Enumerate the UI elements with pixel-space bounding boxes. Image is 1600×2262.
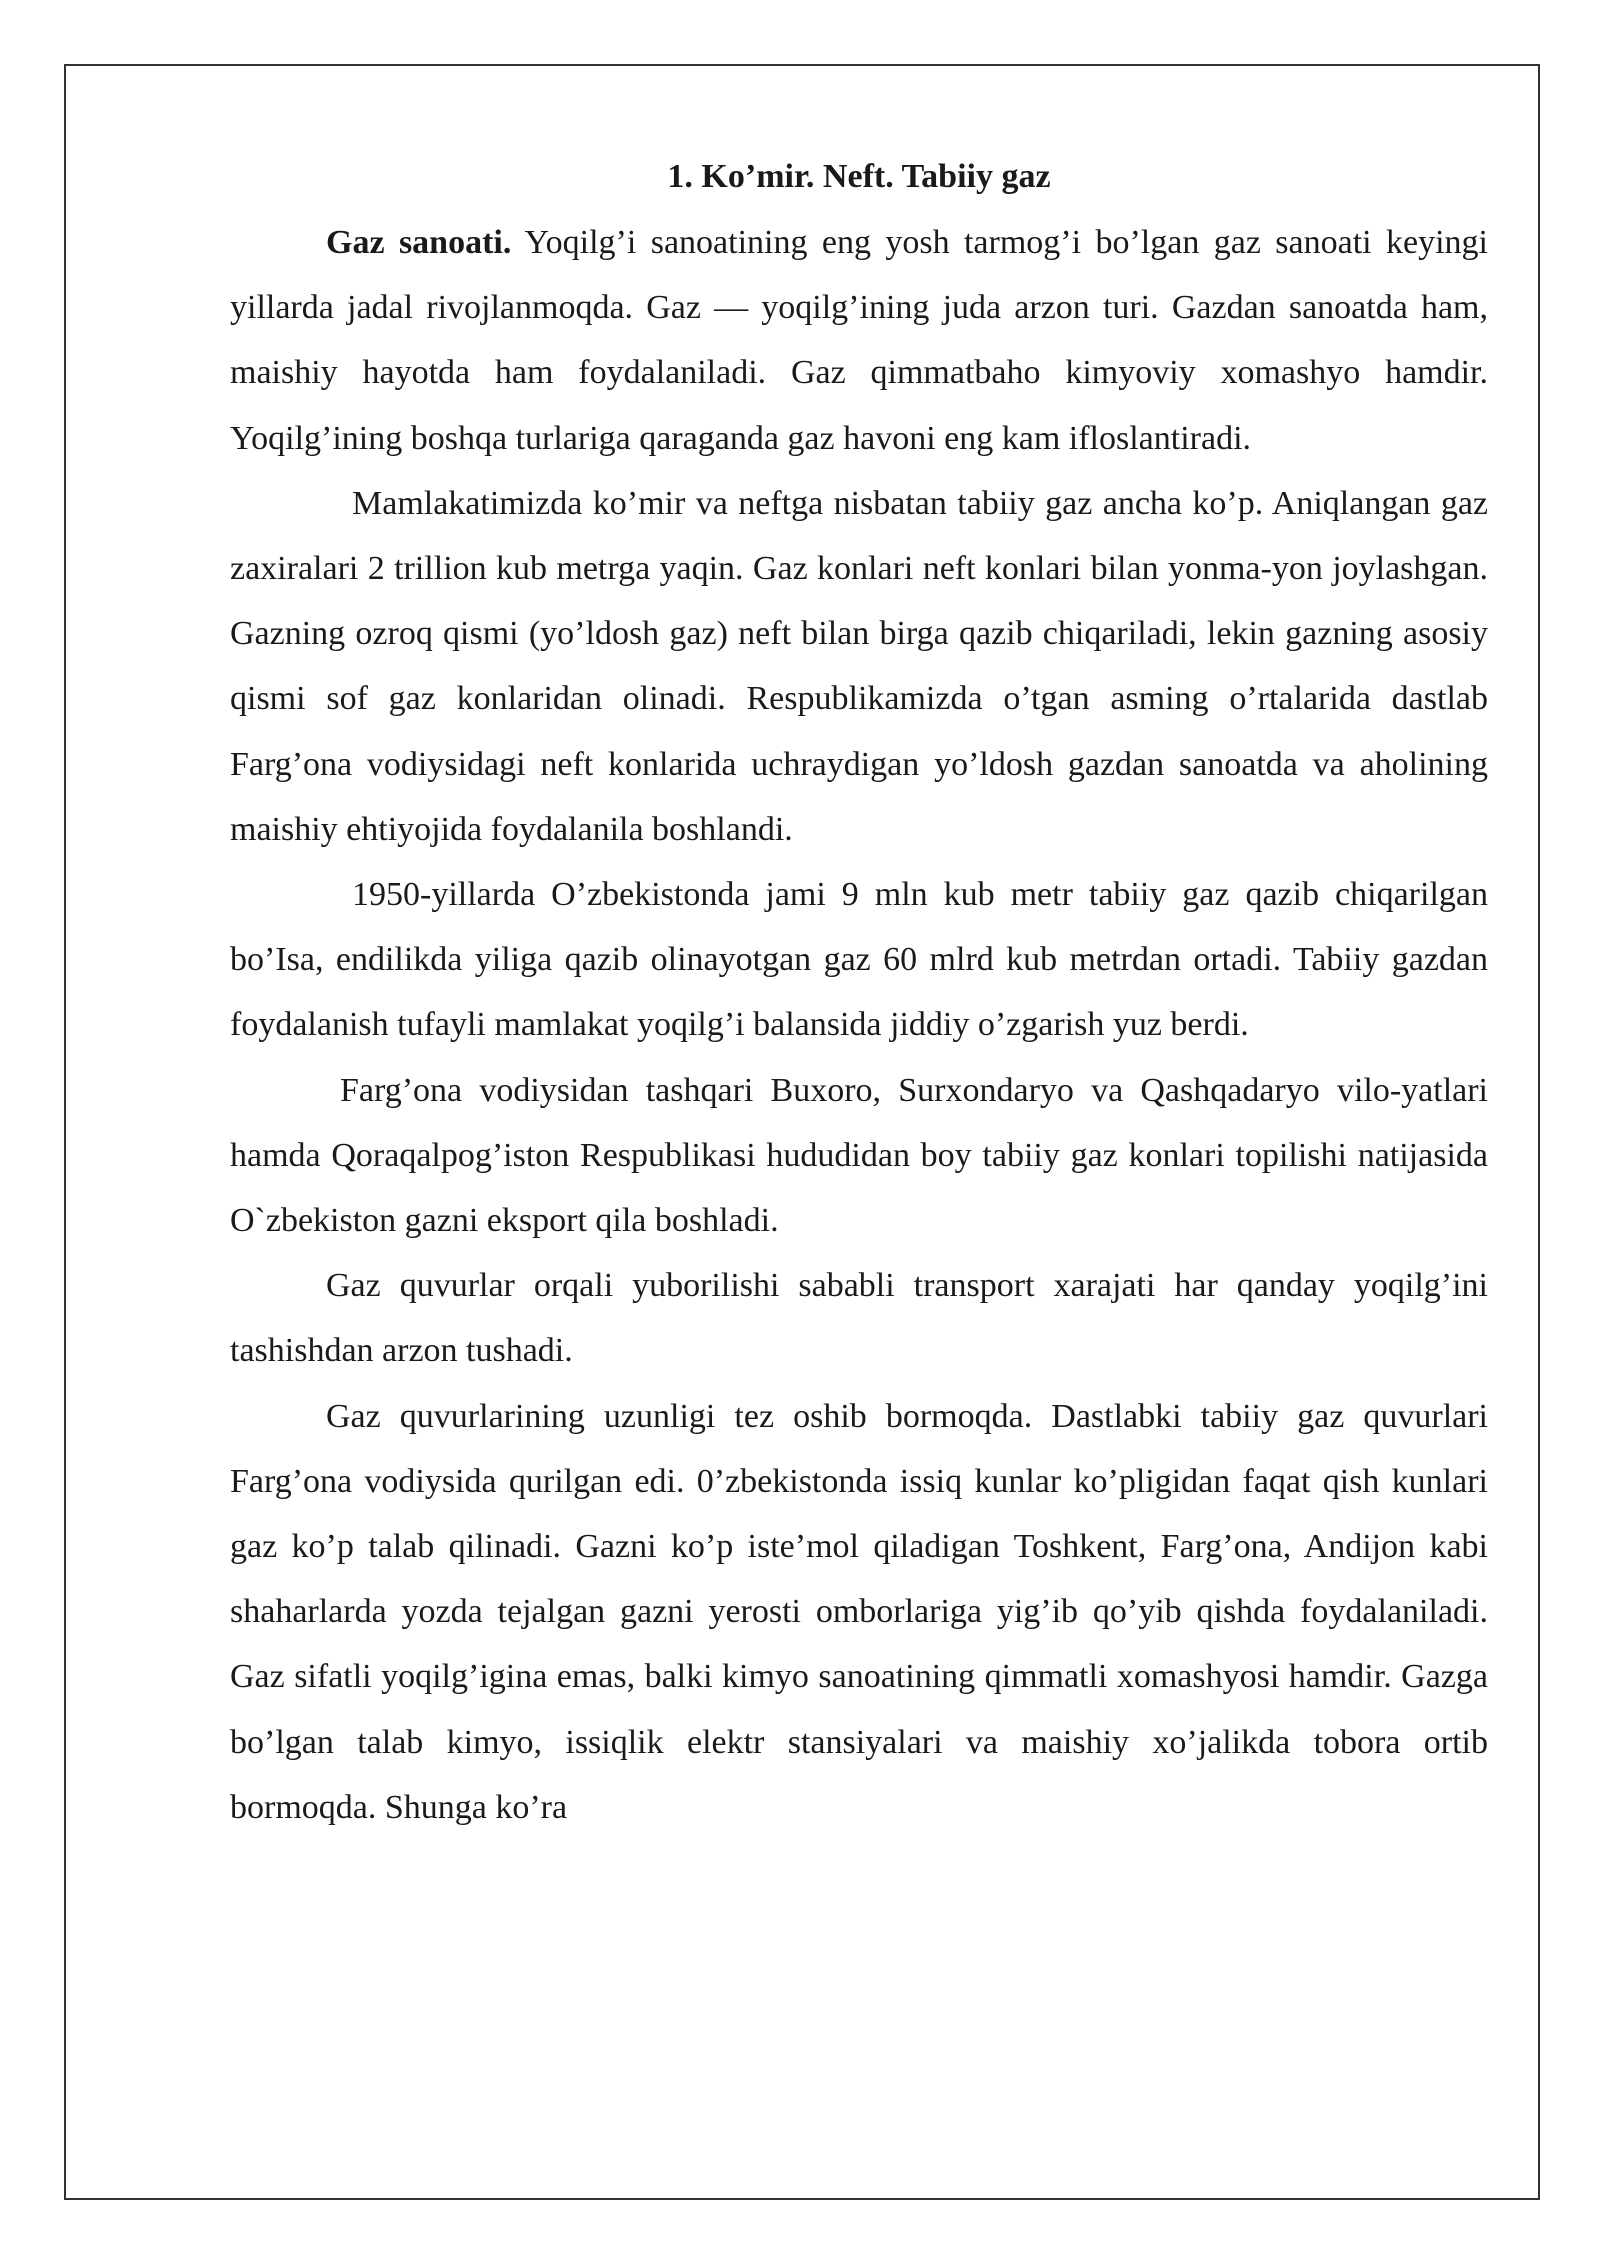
paragraph-transport: Gaz quvurlar orqali yuborilishi sababli transport xarajati har qanday yoqilg’ini tashishdan arzon tushadi.	[230, 1267, 1488, 1370]
document-title: 1. Ko’mir. Neft. Tabiiy gaz	[667, 158, 1051, 195]
paragraph-pipelines: Gaz quvurlarining uzunligi tez oshib bormoqda. Dastlabki tabiiy gaz quvurlari Farg’ona vodiysida qurilgan edi. 0’zbekistonda issiq kunlar ko’pligidan faqat qish kunlari gaz ko’p talab qilinadi. Gazni ko’p iste’mol qiladigan Toshkent, Farg’ona, Andijon kabi shaharlarda yozda tejalgan gazni yerosti omborlariga yig’ib qo’yib qishda foydalaniladi. Gaz sifatli yoqilg’igina emas, balki kimyo sanoatining qimmatli xomashyosi hamdir. Gazga bo’lgan talab kimyo, issiqlik elektr stansiyalari va maishiy xo’jalikda tobora ortib bormoqda. Shunga ko’ra	[230, 1397, 1488, 1826]
paragraph-regions: Farg’ona vodiysidan tashqari Buxoro, Surxondaryo va Qashqadaryo vilo-yatlari hamda Qoraqalpog’iston Respublikasi hududidan boy tabiiy gaz konlari topilishi natijasida O`zbekiston gazni eksport qila boshladi.	[230, 1071, 1488, 1240]
paragraph-lead-heading: Gaz sanoati.	[326, 224, 512, 261]
paragraph-history: 1950-yillarda O’zbekistonda jami 9 mln kub metr tabiiy gaz qazib chiqarilgan bo’Isa, endilikda yiliga qazib olinayotgan gaz 60 mlrd kub metrdan ortadi. Tabiiy gazdan foydalanish tufayli mamlakat yoqilg’i balansida jiddiy o’zgarish yuz berdi.	[230, 876, 1488, 1044]
document-body	[230, 150, 1488, 1840]
paragraph-gas-industry	[230, 210, 1488, 471]
paragraph-text: Yoqilg’i sanoatining eng yosh tarmog’i bo’lgan gaz sanoati keyingi yillarda jadal rivojlanmoqda. Gaz — yoqilg’ining juda arzon turi. Gazdan sanoatda ham, maishiy hayotda ham foydalaniladi. Gaz qimmatbaho kimyoviy xomashyo hamdir. Yoqilg’ining boshqa turlariga qaraganda gaz havoni eng kam ifloslantiradi.	[230, 224, 1489, 457]
paragraph-reserves: Mamlakatimizda ko’mir va neftga nisbatan tabiiy gaz ancha ko’p. Aniqlangan gaz zaxiralari 2 trillion kub metrga yaqin. Gaz konlari neft konlari bilan yonma-yon joylashgan. Gazning ozroq qismi (yo’ldosh gaz) neft bilan birga qazib chiqariladi, lekin gazning asosiy qismi sof gaz konlaridan olinadi. Respublikamizda o’tgan asming o’rtalarida dastlab Farg’ona vodiysidagi neft konlarida uchraydigan yo’ldosh gazdan sanoatda va aholining maishiy ehtiyojida foydalanila boshlandi.	[230, 484, 1488, 848]
